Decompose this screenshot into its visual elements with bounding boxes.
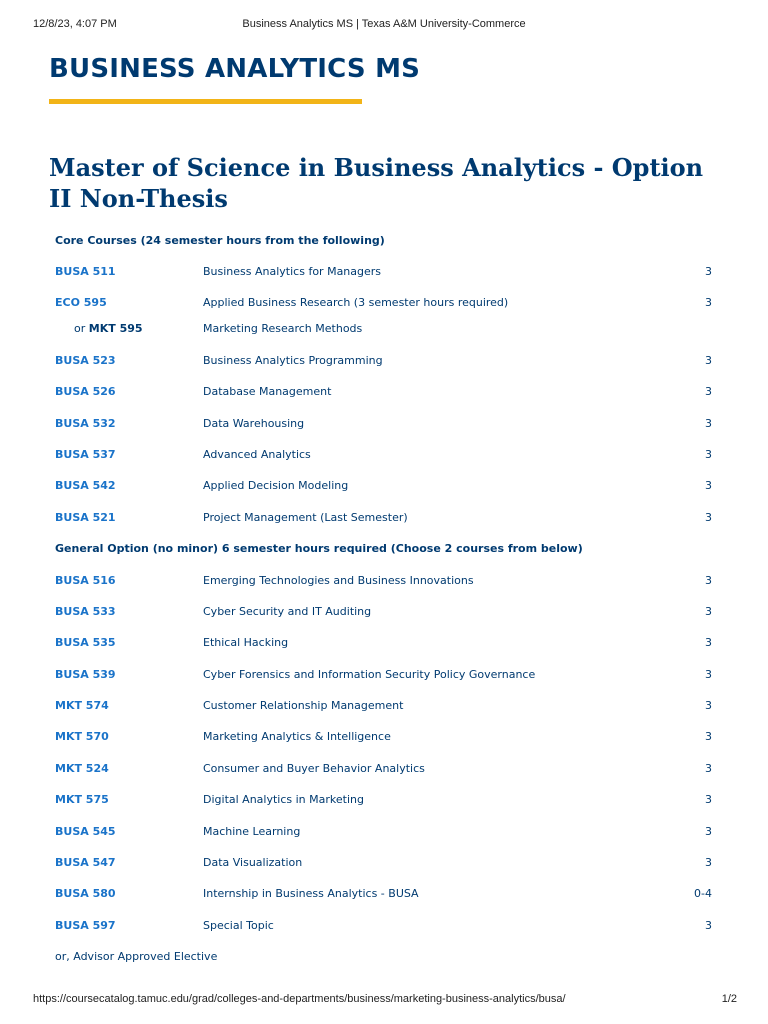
table-row bbox=[55, 292, 715, 318]
course-hours: 3 bbox=[705, 296, 712, 310]
course-title: Project Management (Last Semester) bbox=[203, 510, 408, 524]
course-link[interactable]: MKT 524 bbox=[55, 761, 109, 775]
course-title: Ethical Hacking bbox=[203, 636, 289, 650]
course-hours: 3 bbox=[705, 479, 712, 493]
course-link[interactable]: MKT 575 bbox=[55, 793, 109, 807]
course-hours: 3 bbox=[705, 416, 712, 430]
program-title: Master of Science in Business Analytics - Option II Non-Thesis bbox=[49, 153, 704, 213]
print-footer bbox=[0, 993, 768, 1009]
course-title: Data Warehousing bbox=[203, 416, 305, 430]
course-link[interactable]: MKT 574 bbox=[55, 699, 109, 713]
course-link[interactable]: BUSA 537 bbox=[55, 447, 116, 461]
table-row bbox=[55, 789, 715, 820]
course-hours: 3 bbox=[705, 699, 712, 713]
table-row bbox=[55, 664, 715, 695]
table-row bbox=[55, 883, 715, 914]
elective-note: or, Advisor Approved Elective bbox=[55, 950, 218, 964]
course-link[interactable]: BUSA 523 bbox=[55, 353, 116, 367]
course-title: Machine Learning bbox=[203, 824, 301, 838]
course-title: Applied Business Research (3 semester hours required) bbox=[203, 296, 509, 310]
table-row bbox=[55, 915, 715, 946]
table-row bbox=[55, 507, 715, 538]
course-table bbox=[55, 230, 715, 978]
section-title: BUSINESS ANALYTICS MS bbox=[49, 54, 421, 84]
course-title: Cyber Security and IT Auditing bbox=[203, 604, 372, 618]
alternative-course bbox=[74, 318, 143, 340]
course-link[interactable]: BUSA 542 bbox=[55, 479, 116, 493]
course-title: Data Visualization bbox=[203, 856, 303, 870]
course-hours: 3 bbox=[705, 510, 712, 524]
title-underline bbox=[49, 99, 362, 104]
course-link[interactable]: BUSA 597 bbox=[55, 918, 116, 932]
table-row bbox=[55, 601, 715, 632]
course-title: Internship in Business Analytics - BUSA bbox=[203, 887, 419, 901]
course-link[interactable]: BUSA 533 bbox=[55, 604, 116, 618]
course-title: Marketing Research Methods bbox=[203, 322, 363, 336]
course-link[interactable]: MKT 570 bbox=[55, 730, 109, 744]
table-row bbox=[55, 632, 715, 663]
table-row bbox=[55, 444, 715, 475]
course-hours: 3 bbox=[705, 447, 712, 461]
course-title: Customer Relationship Management bbox=[203, 699, 404, 713]
course-title: Business Analytics for Managers bbox=[203, 265, 382, 278]
course-title: Digital Analytics in Marketing bbox=[203, 793, 364, 807]
course-link[interactable]: BUSA 526 bbox=[55, 385, 116, 399]
table-row bbox=[55, 852, 715, 883]
course-title: Emerging Technologies and Business Innovations bbox=[203, 573, 474, 587]
table-row bbox=[55, 570, 715, 601]
table-row bbox=[55, 381, 715, 412]
print-datetime: 12/8/23, 4:07 PM bbox=[33, 18, 117, 30]
course-title: Business Analytics Programming bbox=[203, 353, 383, 367]
course-hours: 3 bbox=[705, 573, 712, 587]
table-row bbox=[55, 695, 715, 726]
print-page-number: 1/2 bbox=[721, 993, 737, 1005]
course-hours: 0-4 bbox=[694, 887, 712, 901]
course-hours: 3 bbox=[705, 353, 712, 367]
course-hours: 3 bbox=[705, 793, 712, 807]
general-heading-row bbox=[55, 538, 715, 569]
course-hours: 3 bbox=[705, 667, 712, 681]
table-row bbox=[55, 413, 715, 444]
course-link[interactable]: MKT 595 bbox=[88, 322, 143, 336]
print-url: https://coursecatalog.tamuc.edu/grad/colleges-and-departments/business/marketing-business-analytics/busa/ bbox=[33, 993, 566, 1005]
table-row-alternative bbox=[55, 318, 715, 349]
course-hours: 3 bbox=[705, 856, 712, 870]
course-title: Consumer and Buyer Behavior Analytics bbox=[203, 761, 425, 775]
course-link[interactable]: BUSA 547 bbox=[55, 856, 116, 870]
course-hours: 3 bbox=[705, 265, 712, 278]
course-link[interactable]: BUSA 516 bbox=[55, 573, 116, 587]
general-heading: General Option (no minor) 6 semester hours required (Choose 2 courses from below) bbox=[55, 542, 583, 556]
course-title: Cyber Forensics and Information Security Policy Governance bbox=[203, 667, 536, 681]
course-hours: 3 bbox=[705, 918, 712, 932]
course-hours: 3 bbox=[705, 761, 712, 775]
print-page-title: Business Analytics MS | Texas A&M University-Commerce bbox=[242, 18, 526, 30]
table-row bbox=[55, 758, 715, 789]
table-row bbox=[55, 821, 715, 852]
course-title: Advanced Analytics bbox=[203, 447, 311, 461]
course-title: Marketing Analytics & Intelligence bbox=[203, 730, 391, 744]
course-link[interactable]: ECO 595 bbox=[55, 296, 107, 310]
core-heading: Core Courses (24 semester hours from the following) bbox=[55, 234, 385, 247]
table-row bbox=[55, 261, 715, 292]
table-row bbox=[55, 475, 715, 506]
table-row bbox=[55, 350, 715, 381]
course-hours: 3 bbox=[705, 636, 712, 650]
course-link[interactable]: BUSA 535 bbox=[55, 636, 116, 650]
course-title: Special Topic bbox=[203, 918, 274, 932]
table-row bbox=[55, 726, 715, 757]
or-prefix: or bbox=[74, 322, 86, 336]
elective-note-row bbox=[55, 946, 715, 977]
course-link[interactable]: BUSA 545 bbox=[55, 824, 116, 838]
course-link[interactable]: BUSA 521 bbox=[55, 510, 116, 524]
course-hours: 3 bbox=[705, 385, 712, 399]
course-hours: 3 bbox=[705, 824, 712, 838]
print-header bbox=[0, 18, 768, 34]
course-link[interactable]: BUSA 511 bbox=[55, 265, 116, 278]
course-link[interactable]: BUSA 539 bbox=[55, 667, 116, 681]
course-hours: 3 bbox=[705, 604, 712, 618]
core-heading-row bbox=[55, 230, 715, 261]
course-hours: 3 bbox=[705, 730, 712, 744]
course-title: Database Management bbox=[203, 385, 332, 399]
course-link[interactable]: BUSA 580 bbox=[55, 887, 116, 901]
course-title: Applied Decision Modeling bbox=[203, 479, 349, 493]
course-link[interactable]: BUSA 532 bbox=[55, 416, 116, 430]
